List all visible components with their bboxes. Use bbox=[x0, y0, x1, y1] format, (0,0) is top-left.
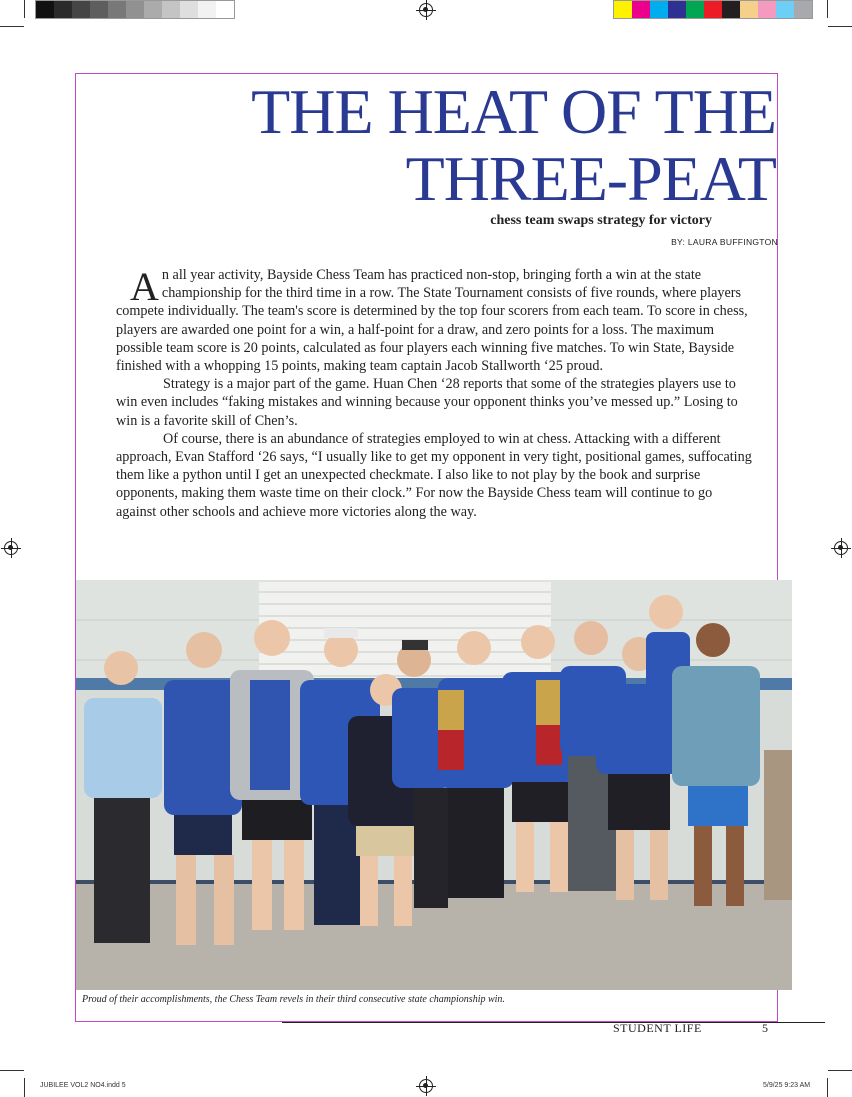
team-photo bbox=[76, 580, 792, 990]
crop-mark bbox=[0, 26, 24, 27]
color-swatch bbox=[668, 1, 686, 18]
crop-mark bbox=[0, 1070, 24, 1071]
subhead: chess team swaps strategy for victory bbox=[490, 213, 712, 228]
gray-color-bar bbox=[35, 0, 235, 19]
gray-swatch bbox=[198, 1, 216, 18]
headline-line-1: THE HEAT OF THE bbox=[251, 76, 776, 147]
slug-timestamp: 5/9/25 9:23 AM bbox=[763, 1082, 811, 1089]
color-swatch bbox=[632, 1, 650, 18]
byline: BY: LAURA BUFFINGTON bbox=[671, 237, 778, 247]
headline bbox=[251, 78, 776, 212]
paragraph-2: Strategy is a major part of the game. Huan Chen ‘28 reports that some of the strategies players use to win even includes “faking mistakes and winning because your opponent thinks you’ve messed up.” Losing to win is a favorite skill of Chen’s. bbox=[116, 376, 738, 429]
crop-mark bbox=[24, 1078, 25, 1097]
process-color-bar bbox=[613, 0, 813, 19]
gray-swatch bbox=[36, 1, 54, 18]
crop-mark bbox=[827, 1078, 828, 1097]
registration-mark-right bbox=[834, 541, 848, 555]
gray-swatch bbox=[180, 1, 198, 18]
page-number: 5 bbox=[762, 1021, 768, 1035]
color-swatch bbox=[704, 1, 722, 18]
footer-rule bbox=[282, 1022, 825, 1023]
paragraph-1 bbox=[116, 266, 752, 375]
photo-caption: Proud of their accomplishments, the Chess Team revels in their third consecutive state championship win. bbox=[82, 994, 505, 1005]
gray-swatch bbox=[108, 1, 126, 18]
color-swatch bbox=[650, 1, 668, 18]
gray-swatch bbox=[90, 1, 108, 18]
gray-swatch bbox=[162, 1, 180, 18]
paragraph-3: Of course, there is an abundance of strategies employed to win at chess. Attacking with a different approach, Evan Stafford ‘26 says, “I usually like to get my opponent in very tight, positional games, suffocating them like a python until I get an unexpected checkmate. I also like to not play by the book and surprise opponents, making them waste time on their clock.” For now the Bayside Chess team will continue to go against other schools and achieve more victories along the way. bbox=[116, 430, 752, 520]
color-swatch bbox=[740, 1, 758, 18]
color-swatch bbox=[686, 1, 704, 18]
headline-line-2: THREE-PEAT bbox=[405, 143, 776, 214]
crop-mark bbox=[828, 1070, 852, 1071]
gray-swatch bbox=[216, 1, 234, 18]
article-body bbox=[116, 266, 752, 521]
gray-swatch bbox=[126, 1, 144, 18]
registration-mark-bottom bbox=[419, 1079, 433, 1093]
gray-swatch bbox=[72, 1, 90, 18]
color-swatch bbox=[776, 1, 794, 18]
color-swatch bbox=[614, 1, 632, 18]
slug-filename: JUBILEE VOL2 NO4.indd 5 bbox=[40, 1082, 126, 1089]
gray-swatch bbox=[54, 1, 72, 18]
gray-swatch bbox=[144, 1, 162, 18]
color-swatch bbox=[794, 1, 812, 18]
registration-mark-left bbox=[4, 541, 18, 555]
drop-cap: A bbox=[130, 264, 159, 309]
color-swatch bbox=[722, 1, 740, 18]
color-swatch bbox=[758, 1, 776, 18]
footer-section-label: STUDENT LIFE bbox=[613, 1021, 702, 1035]
crop-mark bbox=[24, 0, 25, 18]
crop-mark bbox=[827, 0, 828, 18]
registration-mark-top bbox=[419, 3, 433, 17]
crop-mark bbox=[828, 26, 852, 27]
paragraph-1-text: n all year activity, Bayside Chess Team has practiced non-stop, bringing forth a win at the state championship for the third time in a row. The State Tournament consists of five rounds, where players compete individually. The team's score is determined by the top four scorers from each team. To score in chess, players are awarded one point for a win, a half-point for a draw, and zero points for a loss. The maximum possible team score is 20 points, calculated as four players each winning five matches. To win State, Bayside finished with a whopping 15 points, making team captain Jacob Stallworth ‘25 proud. bbox=[116, 267, 748, 375]
